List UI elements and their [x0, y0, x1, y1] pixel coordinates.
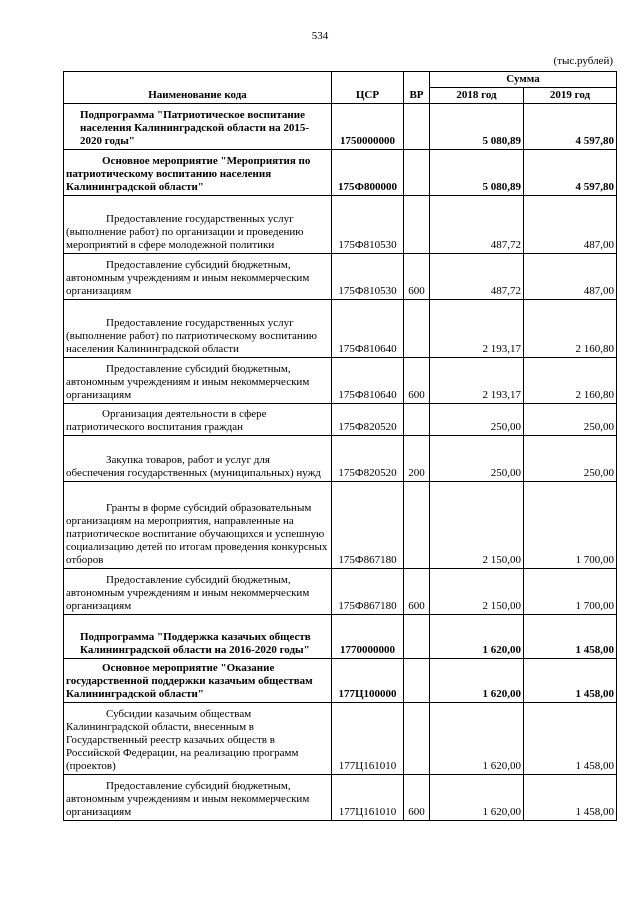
table-row — [64, 404, 617, 436]
row-name: Подпрограмма "Патриотическое воспитание населения Калининградской области на 2015-2020 годы" — [64, 104, 332, 150]
row-vr: 600 — [404, 358, 430, 404]
row-csr: 177Ц161010 — [332, 775, 404, 821]
header-name: Наименование кода — [64, 72, 332, 104]
row-vr — [404, 196, 430, 254]
row-csr: 175Ф820520 — [332, 404, 404, 436]
row-2018: 487,72 — [430, 196, 524, 254]
row-2019: 487,00 — [524, 254, 617, 300]
row-2018: 2 193,17 — [430, 300, 524, 358]
table-row — [64, 300, 617, 358]
row-2018: 2 150,00 — [430, 569, 524, 615]
table-row — [64, 150, 617, 196]
row-2019: 4 597,80 — [524, 150, 617, 196]
row-csr: 175Ф820520 — [332, 436, 404, 482]
row-2018: 487,72 — [430, 254, 524, 300]
row-csr: 175Ф800000 — [332, 150, 404, 196]
row-vr — [404, 104, 430, 150]
table-row — [64, 104, 617, 150]
row-vr — [404, 703, 430, 775]
row-vr — [404, 150, 430, 196]
row-vr: 600 — [404, 254, 430, 300]
row-2019: 487,00 — [524, 196, 617, 254]
row-csr: 175Ф867180 — [332, 482, 404, 569]
header-year-2018: 2018 год — [430, 88, 524, 104]
row-2019: 1 458,00 — [524, 775, 617, 821]
row-vr — [404, 300, 430, 358]
header-vr: ВР — [404, 72, 430, 104]
row-2019: 250,00 — [524, 436, 617, 482]
row-2018: 1 620,00 — [430, 659, 524, 703]
row-vr: 200 — [404, 436, 430, 482]
row-vr — [404, 615, 430, 659]
row-csr: 1770000000 — [332, 615, 404, 659]
row-2019: 2 160,80 — [524, 358, 617, 404]
row-2019: 1 458,00 — [524, 703, 617, 775]
row-2019: 1 458,00 — [524, 659, 617, 703]
table-row — [64, 196, 617, 254]
row-name: Субсидии казачьим обществам Калининградской области, внесенным в Государственный реестр казачьих обществ в Российской Федерации, на реализацию программ (проектов) — [64, 703, 332, 775]
units-label: (тыс.рублей) — [553, 55, 613, 67]
page-number: 534 — [311, 30, 329, 42]
row-name: Предоставление субсидий бюджетным, автономным учреждениям и иным некоммерческим организациям — [64, 569, 332, 615]
row-vr: 600 — [404, 775, 430, 821]
header-year-2019: 2019 год — [524, 88, 617, 104]
table-row — [64, 703, 617, 775]
table-row — [64, 659, 617, 703]
table-row — [64, 358, 617, 404]
table-row — [64, 775, 617, 821]
row-2019: 1 700,00 — [524, 569, 617, 615]
table-row — [64, 254, 617, 300]
row-name: Гранты в форме субсидий образовательным организациям на мероприятия, направленные на патриотическое воспитание обучающихся и успешную социализацию детей по итогам проведения конкурсных отборов — [64, 482, 332, 569]
row-2018: 1 620,00 — [430, 615, 524, 659]
row-name: Подпрограмма "Поддержка казачьих обществ Калининградской области на 2016-2020 годы" — [64, 615, 332, 659]
row-2018: 250,00 — [430, 436, 524, 482]
row-vr — [404, 482, 430, 569]
row-2018: 1 620,00 — [430, 703, 524, 775]
row-csr: 1750000000 — [332, 104, 404, 150]
row-name: Предоставление государственных услуг (выполнение работ) по патриотическому воспитанию населения Калининградской области — [64, 300, 332, 358]
row-name: Предоставление государственных услуг (выполнение работ) по организации и проведению мероприятий в сфере молодежной политики — [64, 196, 332, 254]
row-name: Основное мероприятие "Мероприятия по патриотическому воспитанию населения Калининградской области" — [64, 150, 332, 196]
row-csr: 177Ц100000 — [332, 659, 404, 703]
row-name: Организация деятельности в сфере патриотического воспитания граждан — [64, 404, 332, 436]
row-2018: 2 150,00 — [430, 482, 524, 569]
row-2019: 4 597,80 — [524, 104, 617, 150]
row-name: Закупка товаров, работ и услуг для обеспечения государственных (муниципальных) нужд — [64, 436, 332, 482]
header-row — [64, 72, 617, 88]
table-row — [64, 615, 617, 659]
header-sum: Сумма — [430, 72, 617, 88]
row-2018: 5 080,89 — [430, 104, 524, 150]
row-name: Предоставление субсидий бюджетным, автономным учреждениям и иным некоммерческим организациям — [64, 254, 332, 300]
row-2019: 1 458,00 — [524, 615, 617, 659]
row-name: Предоставление субсидий бюджетным, автономным учреждениям и иным некоммерческим организациям — [64, 358, 332, 404]
row-vr — [404, 404, 430, 436]
row-csr: 175Ф810530 — [332, 254, 404, 300]
row-csr: 175Ф810640 — [332, 358, 404, 404]
budget-table — [63, 71, 617, 821]
row-csr: 175Ф867180 — [332, 569, 404, 615]
row-name: Основное мероприятие "Оказание государственной поддержки казачьим обществам Калининградской области" — [64, 659, 332, 703]
table-row — [64, 482, 617, 569]
row-2018: 1 620,00 — [430, 775, 524, 821]
row-2018: 250,00 — [430, 404, 524, 436]
row-name: Предоставление субсидий бюджетным, автономным учреждениям и иным некоммерческим организациям — [64, 775, 332, 821]
row-csr: 175Ф810640 — [332, 300, 404, 358]
row-vr: 600 — [404, 569, 430, 615]
row-vr — [404, 659, 430, 703]
header-csr: ЦСР — [332, 72, 404, 104]
row-2019: 2 160,80 — [524, 300, 617, 358]
row-2018: 2 193,17 — [430, 358, 524, 404]
table-row — [64, 569, 617, 615]
row-2018: 5 080,89 — [430, 150, 524, 196]
table-row — [64, 436, 617, 482]
row-2019: 1 700,00 — [524, 482, 617, 569]
row-csr: 177Ц161010 — [332, 703, 404, 775]
row-csr: 175Ф810530 — [332, 196, 404, 254]
row-2019: 250,00 — [524, 404, 617, 436]
